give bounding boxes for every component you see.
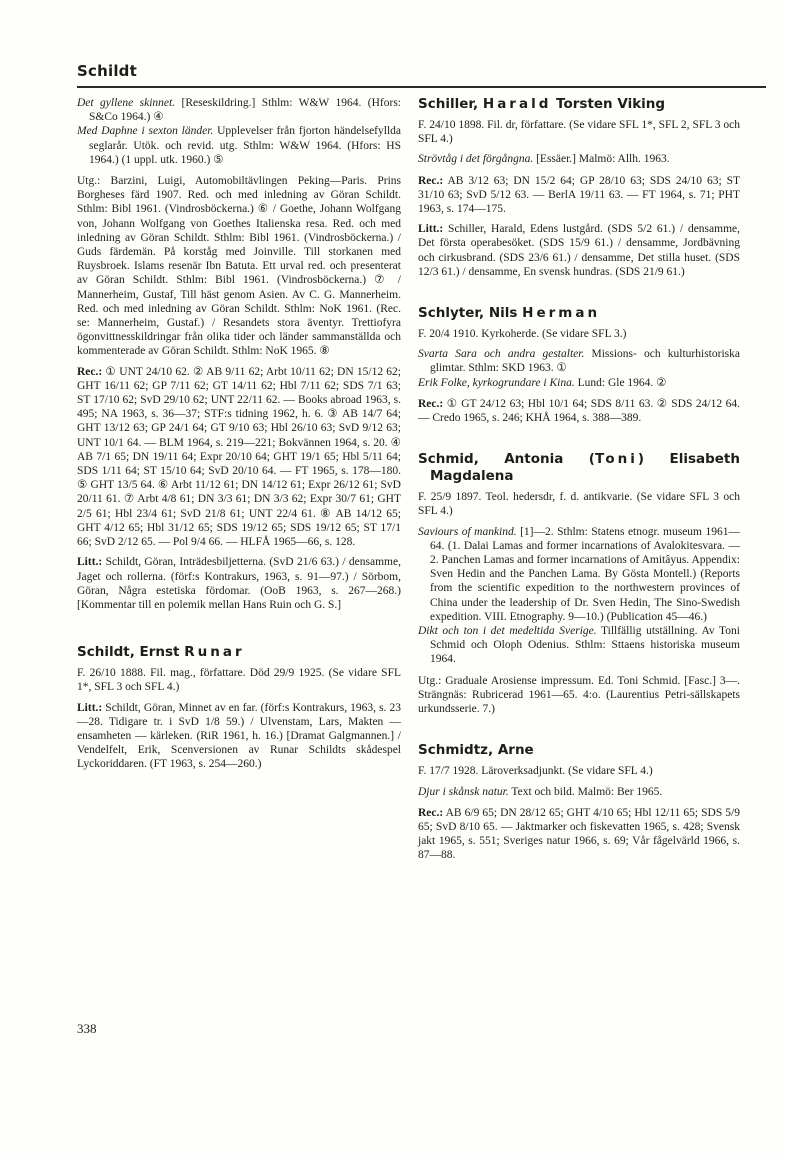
utg-paragraph: Utg.: Barzini, Luigi, Automobiltävlingen Peking—Paris. Prins Borgheses färd 1907. Red. och med inledning av Göran Schildt. Sthlm: Bibl 1961. (Vindrosböckerna.) ⑥ / Goethe, Johann Wolfgang von, Johann Wolfgang von Goethes Italienska resa. Red. och med inledning av Göran Schildt. Sthlm: Bibl 1961. (Vindrosböckerna.) / Guds färdemän. På korståg med Joinville. Till storkanen med Ruysbroek. Islams resenär Ibn Batuta. Ett urval red. och presenterat av Göran Schildt. Sthlm: Bibl 1961. (Vindrosböckerna.) ⑦ / Mannerheim, Gustaf, Till häst genom Asien. Av C. G. Mannerheim. Red. och med inledning av Göran Schildt. Sthlm: NoK 1961. (Rec. se: Mannerheim, Gustaf.) / Resandets stora äventyr. Trettiofyra ögonvittnesskildringar från olika tider och länder sammanställda och kommenterade av Göran Schildt. Sthlm: NoK 1965. ⑧ <box>77 175 401 358</box>
entry-schmidtz <box>418 742 740 862</box>
litt-paragraph: Litt.: Schildt, Göran, Minnet av en far. (förf:s Kontrakurs, 1963, s. 23—28. Tidigare tr. i SvD 1/8 59.) / Ulvenstam, Lars, Makten — ensamheten — kärleken. (RiR 1961, h. 16.) [Dramat Galgmannen.] / Vendelfelt, Erik, Scenversionen av Runar Schildts skådespel Lyckoriddaren. (FT 1963, s. 254—260.) <box>77 701 401 771</box>
works-list <box>418 785 740 799</box>
entry-bio: F. 17/7 1928. Läroverksadjunkt. (Se vidare SFL 4.) <box>418 765 653 778</box>
works-list <box>77 96 401 167</box>
utg-paragraph: Utg.: Graduale Arosiense impressum. Ed. Toni Schmid. [Fasc.] 3—. Strängnäs: Rubricerad 1961—65. 4:o. (Laurentius Petri-sällskapets urkundsserie. 7.) <box>418 674 740 716</box>
page-number: 338 <box>77 1021 97 1036</box>
left-column <box>77 96 401 798</box>
entry-schiller <box>418 96 740 279</box>
entry-schildt-runar <box>77 644 401 771</box>
work-item: Strövtåg i det förgångna. [Essäer.] Malmö: Allh. 1963. <box>418 153 670 166</box>
work-item: Erik Folke, kyrkogrundare i Kina. Lund: Gle 1964. ② <box>418 376 667 389</box>
litt-paragraph: Litt.: Schildt, Göran, Inträdesbiljetterna. (SvD 21/6 63.) / densamme, Jaget och rollerna. (förf:s Kontrakurs, 1963, s. 91—97.) / Sörbom, Göran, Några estetiska fördomar. (OoB 1963, s. 267—268.) [Kommentar till en polemik mellan Hans Ruin och G. S.] <box>77 556 401 611</box>
running-head: Schildt <box>77 62 137 80</box>
entry-heading: Schiller, Harald Torsten Viking <box>418 96 666 112</box>
entry-bio: F. 24/10 1898. Fil. dr, författare. (Se vidare SFL 1*, SFL 2, SFL 3 och SFL 4.) <box>418 119 740 146</box>
rec-paragraph: Rec.: AB 6/9 65; DN 28/12 65; GHT 4/10 65; Hbl 12/11 65; SDS 5/9 65; SvD 8/10 65. — Jaktmarker och fiskevatten 1965, s. 428; Svensk jakt 1965, s. 551; Sveriges natur 1966, s. 69; Vår fågelvärld 1966, s. 87—88. <box>418 806 740 862</box>
rec-paragraph: Rec.: AB 3/12 63; DN 15/2 64; GP 28/10 63; SDS 24/10 63; ST 31/10 63; SvD 5/12 63. — BerlA 19/11 63. — FT 1964, s. 71; PHT 1963, s. 174—175. <box>418 174 740 216</box>
entry-bio: F. 26/10 1888. Fil. mag., författare. Död 29/9 1925. (Se vidare SFL 1*, SFL 3 och SFL 4.) <box>77 667 401 694</box>
header-rule <box>77 86 766 88</box>
work-item: Med Daphne i sexton länder. Upplevelser från fjorton händelsefyllda seglarår. Utök. och revid. utg. Sthlm: W&W 1964. (Hfors: HS 1964.) (1 uppl. utk. 1960.) ⑤ <box>77 125 402 166</box>
works-list <box>418 152 740 166</box>
work-item: Det gyllene skinnet. [Reseskildring.] Sthlm: W&W 1964. (Hfors: S&Co 1964.) ④ <box>77 97 401 124</box>
entry-bio: F. 20/4 1910. Kyrkoherde. (Se vidare SFL 3.) <box>418 328 627 341</box>
rec-paragraph: Rec.: ① UNT 24/10 62. ② AB 9/11 62; Arbt 10/11 62; DN 15/12 62; GHT 16/11 62; GP 7/11 62; GT 14/11 62; Hbl 7/11 62; SDS 7/1 63; ST 17/10 62; SvD 29/10 62; UNT 22/11 62. — Books abroad 1963, s. 495; NA 1963, s. 36—37; STF:s tidning 1962, h. 6. ③ AB 14/7 64; GHT 13/12 63; GP 24/1 64; GT 9/10 63; Hbl 26/10 63; SvD 9/12 63; UNT 10/1 64. — BLM 1964, s. 219—221; Bokvännen 1964, s. 20. ④ AB 7/1 65; DN 19/11 64; Expr 20/10 64; GHT 19/1 65; Hbl 5/11 64; SDS 1/11 64; ST 15/10 64; SvD 20/10 64. — FT 1965, s. 178—180. ⑤ GHT 13/5 64. ⑥ Arbt 11/12 61; DN 14/12 61; Expr 26/12 61; SvD 20/11 61. ⑦ Arbt 4/8 61; DN 3/3 61; DN 3/3 62; Expr 30/7 61; GHT 2/5 61; Hbl 23/4 61; SvD 21/8 61; UNT 22/4 61. ⑧ AB 14/12 65; GHT 4/12 65; Hbl 31/12 65; SDS 19/12 65; SDS 19/12 65; ST 17/1 66; SvD 2/12 65. — Pol 9/4 66. — HLFÅ 1965—66, s. 128. <box>77 365 401 549</box>
entry-schlyter <box>418 305 740 425</box>
entry-schmid <box>418 451 740 716</box>
entry-heading: Schmid, Antonia (Toni) Elisabeth Magdalena <box>418 451 740 485</box>
right-column <box>418 96 740 889</box>
works-list <box>418 347 740 390</box>
entry-heading: Schildt, Ernst Runar <box>77 644 245 661</box>
entry-bio: F. 25/9 1897. Teol. hedersdr, f. d. antikvarie. (Se vidare SFL 3 och SFL 4.) <box>418 491 740 518</box>
work-item: Saviours of mankind. [1]—2. Sthlm: Statens etnogr. museum 1961—64. (1. Dalai Lamas and former incarnations of Avalokitesvara. — 2. Panchen Lamas and former incarnations of Amitâyus. Appendix: Sven Hedin and the Panchen Lama. By Gösta Montell.) (Reports from the scientific expedition to the northwestern provinces of China under the leadership of Dr. Sven Hedin, The Sino-Swedish expedition. VIII. Etnography. 9—10.) (Publication 45—46.) <box>418 525 740 623</box>
entry-heading: Schlyter, Nils Herman <box>418 305 601 322</box>
litt-paragraph: Litt.: Schiller, Harald, Edens lustgård. (SDS 5/2 61.) / densamme, Det första operabesöket. (SDS 15/9 61.) / densamme, Jordbävning och cirkusbrand. (SDS 23/6 61.) / densamme, Det stilla huset. (SDS 12/3 61.) / densamme, En svensk hundras. (SDS 21/9 61.) <box>418 223 740 278</box>
works-list <box>418 525 740 667</box>
work-item: Svarta Sara och andra gestalter. Missions- och kulturhistoriska glimtar. Sthlm: SKD 1963. ① <box>418 348 740 375</box>
work-item: Dikt och ton i det medeltida Sverige. Tillfällig utställning. Av Toni Schmid och Oloph Odenius. Sthlm: Sttaens historiska museum 1964. <box>418 625 740 666</box>
entry-heading: Schmidtz, Arne <box>418 742 534 759</box>
work-item: Djur i skånsk natur. Text och bild. Malmö: Ber 1965. <box>418 785 663 798</box>
rec-paragraph: Rec.: ① GT 24/12 63; Hbl 10/1 64; SDS 8/11 63. ② SDS 24/12 64. — Credo 1965, s. 246; KHÅ 1964, s. 388—389. <box>418 397 740 425</box>
